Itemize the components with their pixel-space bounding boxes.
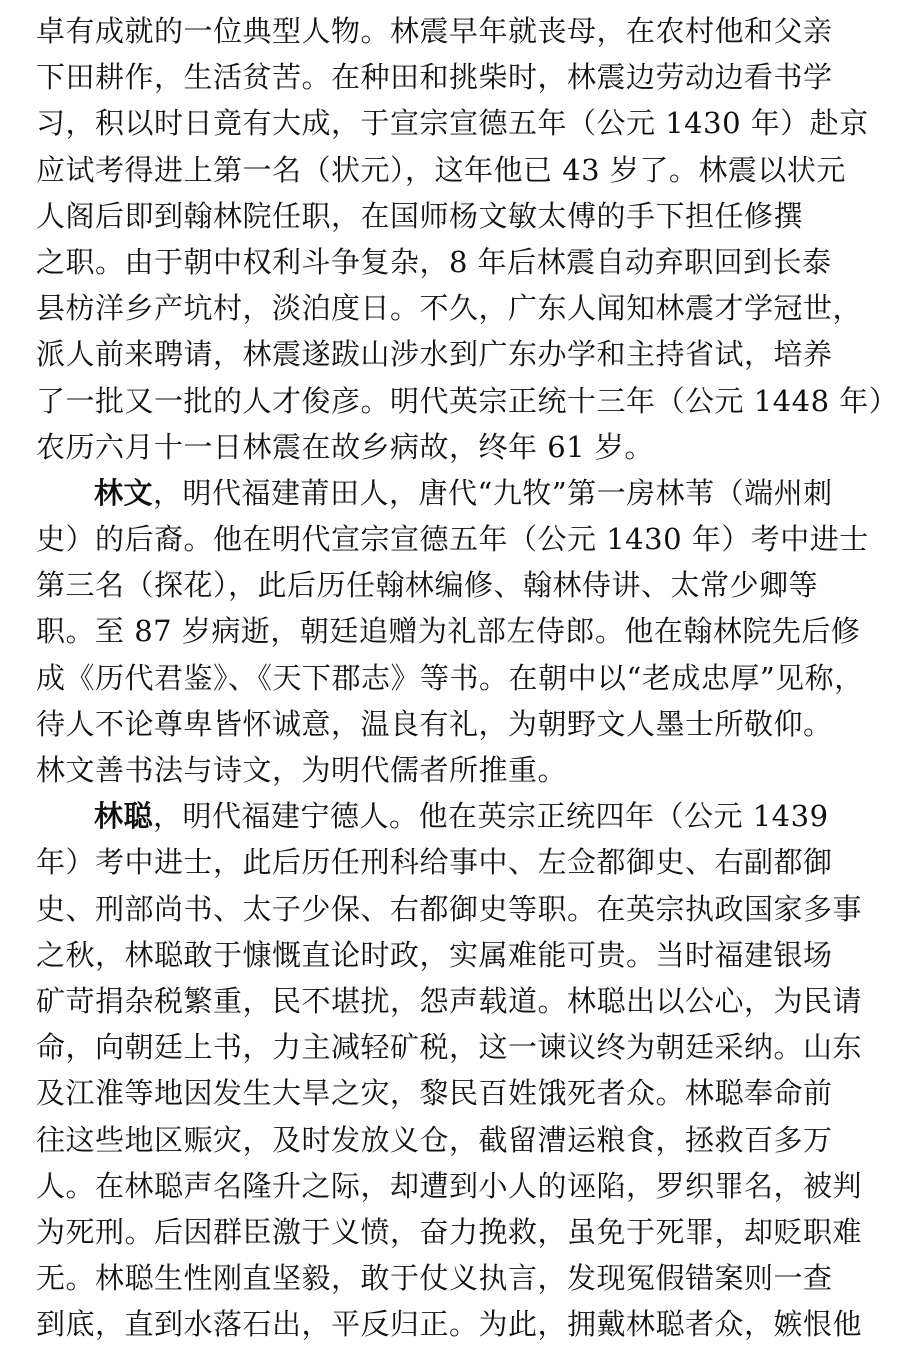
text-line: 史）的后裔。他在明代宣宗宣德五年（公元 1430 年）考中进士 xyxy=(36,522,869,557)
text-line: 第三名（探花），此后历任翰林编修、翰林侍讲、太常少卿等 xyxy=(36,568,819,603)
paragraph-lin-wen xyxy=(36,470,869,793)
text-line: 林文善书法与诗文，为明代儒者所推重。 xyxy=(36,753,568,787)
text-line: 为死刑。后因群臣激于义愤，奋力挽救，虽免于死罪，却贬职难 xyxy=(36,1214,863,1249)
text-line: 及江淮等地因发生大旱之灾，黎民百姓饿死者众。林聪奉命前 xyxy=(36,1076,833,1111)
text-line: 人。在林聪声名隆升之际，却遭到小人的诬陷，罗织罪名，被判 xyxy=(36,1168,863,1203)
text-line: 成《历代君鉴》、《天下郡志》等书。在朝中以“老成忠厚”见称， xyxy=(36,660,864,695)
paragraph-first-line xyxy=(36,470,833,516)
text-run: ，明代福建莆田人，唐代“九牧”第一房林苇（端州刺 xyxy=(153,475,833,510)
text-line: 职。至 87 岁病逝，朝廷追赠为礼部左侍郎。他在翰林院先后修 xyxy=(36,614,861,649)
text-run: ，明代福建宁德人。他在英宗正统四年（公元 1439 xyxy=(153,799,829,834)
text-line: 派人前来聘请，林震遂跋山涉水到广东办学和主持省试，培养 xyxy=(36,337,833,372)
text-line: 农历六月十一日林震在故乡病故，终年 61 岁。 xyxy=(36,429,654,464)
text-line: 之秋，林聪敢于慷慨直论时政，实属难能可贵。当时福建银场 xyxy=(36,937,833,972)
text-line: 无。林聪生性刚直坚毅，敢于仗义执言，发现冤假错案则一查 xyxy=(36,1261,833,1296)
text-line: 待人不论尊卑皆怀诚意，温良有礼，为朝野文人墨士所敬仰。 xyxy=(36,706,833,741)
paragraph-first-line xyxy=(36,793,829,839)
text-line: 县枋洋乡产坑村，淡泊度日。不久，广东人闻知林震才学冠世， xyxy=(36,291,863,326)
text-line: 史、刑部尚书、太子少保、右都御史等职。在英宗执政国家多事 xyxy=(36,891,863,926)
paragraph-lin-zhen xyxy=(36,8,898,470)
text-line: 应试考得进上第一名（状元），这年他已 43 岁了。林震以状元 xyxy=(36,152,846,187)
text-line: 卓有成就的一位典型人物。林震早年就丧母，在农村他和父亲 xyxy=(36,14,833,48)
text-line: 之职。由于朝中权利斗争复杂，8 年后林震自动弃职回到长泰 xyxy=(36,244,832,279)
person-name-lin-cong: 林聪 xyxy=(94,799,154,834)
text-line: 往这些地区赈灾，及时发放义仓，截留漕运粮食，拯救百多万 xyxy=(36,1122,833,1157)
document-page xyxy=(36,8,898,1347)
text-line: 习，积以时日竟有大成，于宣宗宣德五年（公元 1430 年）赴京 xyxy=(36,106,869,141)
text-line: 了一批又一批的人才俊彦。明代英宗正统十三年（公元 1448 年） xyxy=(36,383,898,418)
text-line: 人阁后即到翰林院任职，在国师杨文敏太傅的手下担任修撰 xyxy=(36,198,804,233)
text-line: 年）考中进士，此后历任刑科给事中、左佥都御史、右副都御 xyxy=(36,845,833,880)
text-line: 下田耕作，生活贫苦。在种田和挑柴时，林震边劳动边看书学 xyxy=(36,60,833,95)
text-line: 到底，直到水落石出，平反归正。为此，拥戴林聪者众，嫉恨他 xyxy=(36,1307,863,1342)
paragraph-lin-cong xyxy=(36,793,863,1347)
text-line: 矿苛捐杂税繁重，民不堪扰，怨声载道。林聪出以公心，为民请 xyxy=(36,983,863,1018)
person-name-lin-wen: 林文 xyxy=(94,475,154,510)
text-line: 命，向朝廷上书，力主减轻矿税，这一谏议终为朝廷采纳。山东 xyxy=(36,1030,863,1065)
